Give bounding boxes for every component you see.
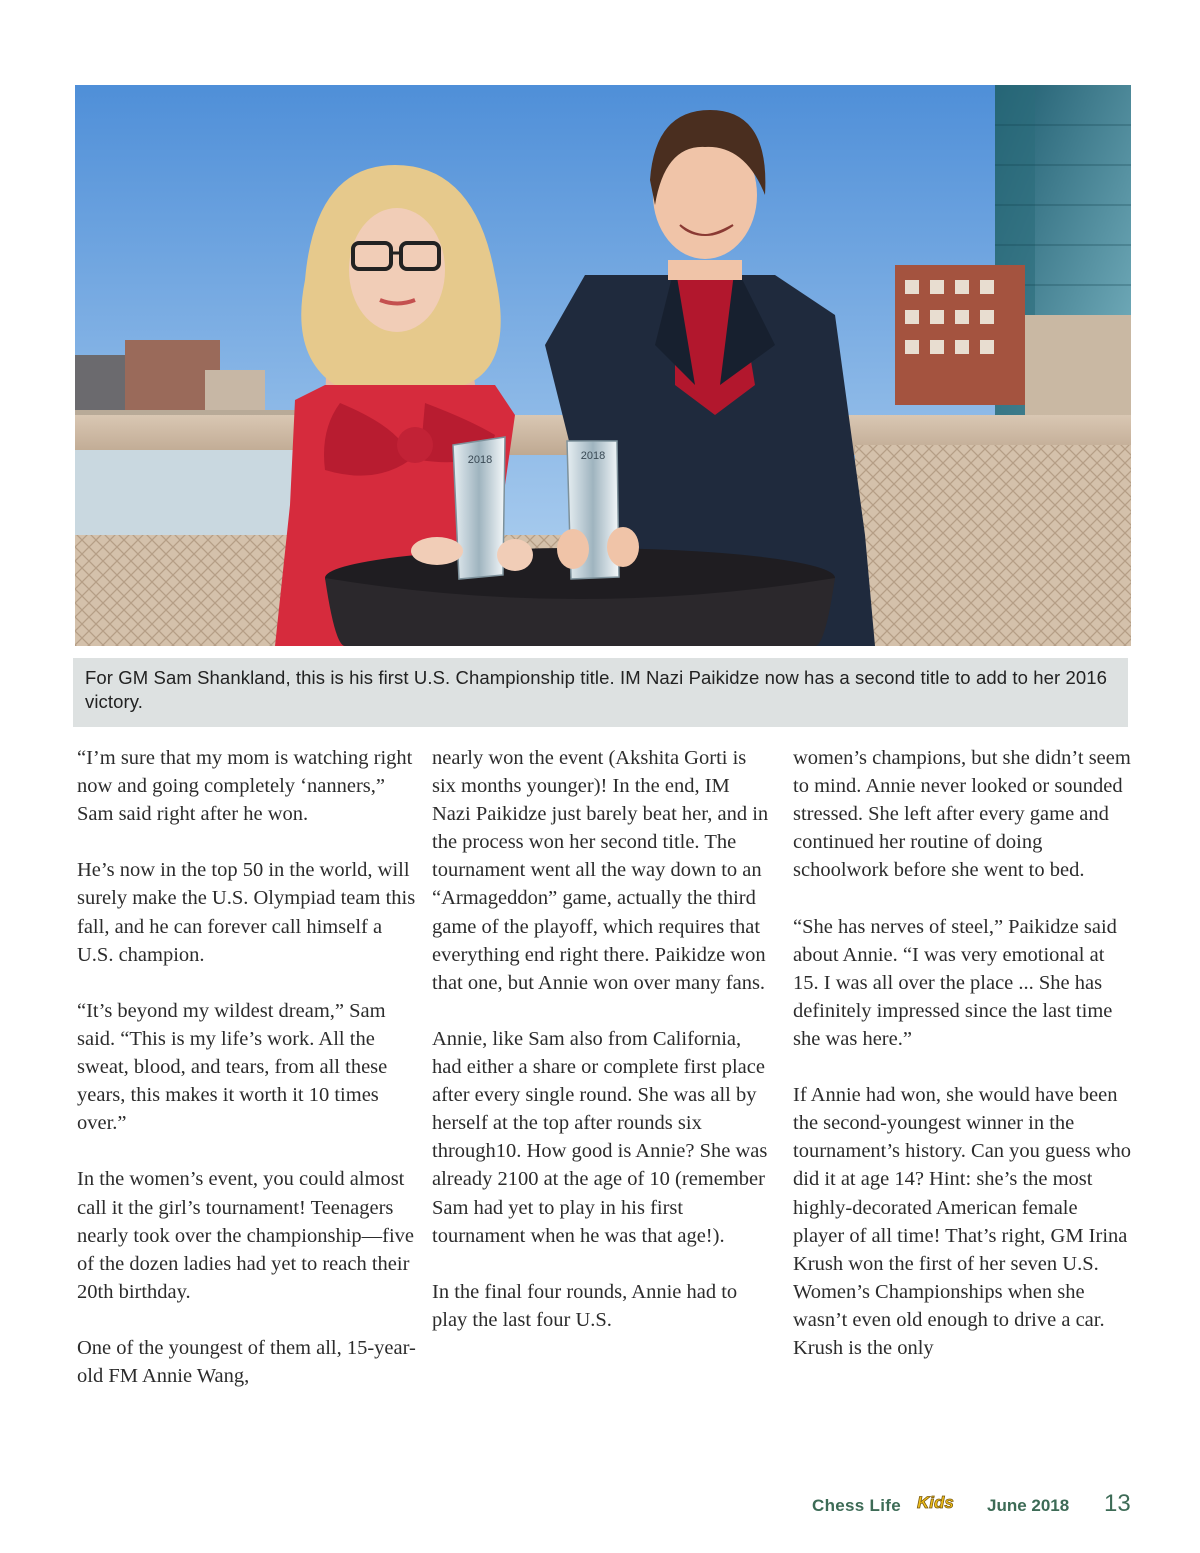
trophy-left bbox=[453, 437, 505, 579]
champions-photo-illustration bbox=[75, 85, 1131, 646]
paragraph: Annie, like Sam also from California, had either a share or complete first place after every single round. She was all by herself at the top after rounds six through10. How good is Annie? She was already 2100 at the age of 10 (remember Sam had yet to play in his first tournament when he was that age!). bbox=[432, 1027, 768, 1247]
page-footer bbox=[812, 1490, 1172, 1525]
feature-photo bbox=[75, 85, 1131, 646]
trophy-left-text: 2018 bbox=[467, 454, 493, 466]
magazine-name: Chess Life bbox=[812, 1496, 901, 1515]
paragraph: He’s now in the top 50 in the world, will surely make the U.S. Olympiad team this fall, and he can forever call himself a U.S. champion. bbox=[77, 859, 416, 966]
paragraph: One of the youngest of them all, 15-year-old FM Annie Wang, bbox=[77, 1336, 416, 1388]
photo-caption: For GM Sam Shankland, this is his first U.S. Championship title. IM Nazi Paikidze now has a second title to add to her 2016 victory. bbox=[73, 658, 1128, 727]
paragraph: nearly won the event (Akshita Gorti is six months younger)! In the end, IM Nazi Paikidze just barely beat her, and in the process won her second title. The tournament went all the way down to an “Armageddon” game, actually the third game of the playoff, which requires that everything end right there. Paikidze won that one, but Annie won over many fans. bbox=[432, 747, 769, 994]
magazine-kids-logo: Kids bbox=[917, 1493, 954, 1512]
text-column-2 bbox=[432, 744, 772, 1362]
paragraph: If Annie had won, she would have been the second-youngest winner in the tournament’s history. Can you guess who did it at age 14? Hint: she’s the most highly-decorated American female player of all time! That’s right, GM Irina Krush won the first of her seven U.S. Women’s Championships when she wasn’t even old enough to drive a car. Krush is the only bbox=[793, 1084, 1132, 1359]
page-number: 13 bbox=[1104, 1490, 1131, 1517]
paragraph: “I’m sure that my mom is watching right now and going completely ‘nanners,” Sam said right after he won. bbox=[77, 747, 413, 826]
issue-date: June 2018 bbox=[987, 1496, 1070, 1515]
text-column-3 bbox=[793, 744, 1133, 1390]
paragraph: women’s champions, but she didn’t seem to mind. Annie never looked or sounded stressed. She left after every game and continued her routine of doing schoolwork before she went to bed. bbox=[793, 747, 1131, 882]
paragraph: “She has nerves of steel,” Paikidze said about Annie. “I was very emotional at 15. I was all over the place ... She has definitely impressed since the last time she was here.” bbox=[793, 915, 1117, 1050]
trophy-right-text: 2018 bbox=[580, 450, 606, 462]
paragraph: In the final four rounds, Annie had to play the last four U.S. bbox=[432, 1280, 738, 1331]
text-column-1 bbox=[77, 744, 417, 1418]
paragraph: In the women’s event, you could almost call it the girl’s tournament! Teenagers nearly took over the championship—five of the dozen ladies had yet to reach their 20th birthday. bbox=[77, 1168, 415, 1303]
paragraph: “It’s beyond my wildest dream,” Sam said. “This is my life’s work. All the sweat, blood, and tears, from all these years, this makes it worth it 10 times over.” bbox=[77, 999, 388, 1135]
